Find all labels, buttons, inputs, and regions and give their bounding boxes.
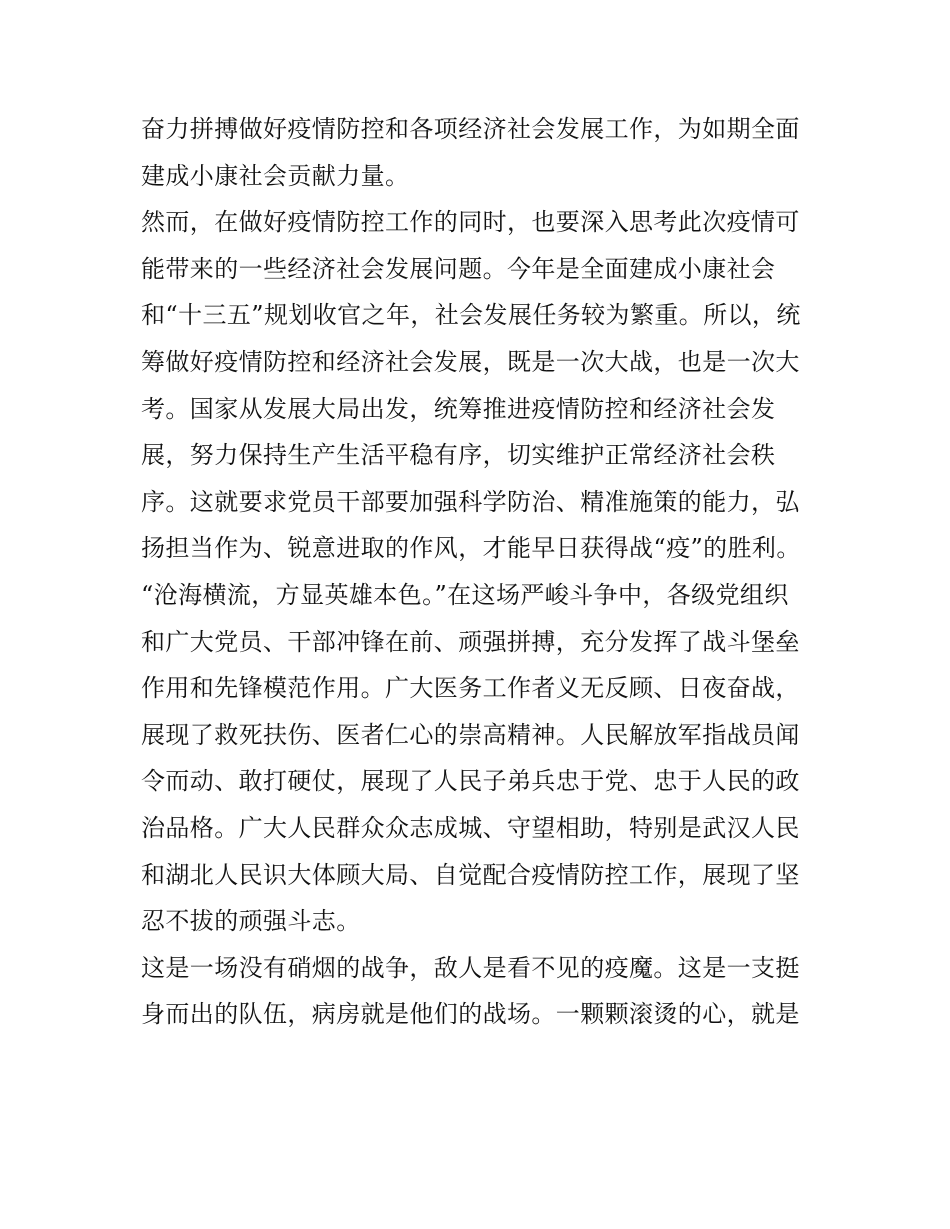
document-body (141, 106, 821, 1038)
text-line: 和“十三五”规划收官之年，社会发展任务较为繁重。所以，统 (141, 301, 801, 330)
text-line: 扬担当作为、锐意进取的作风，才能早日获得战“疫”的胜利。 (141, 534, 801, 563)
text-line: 忍不拔的顽强斗志。 (141, 907, 361, 936)
text-line: 治品格。广大人民群众众志成城、守望相助，特别是武汉人民 (141, 813, 800, 842)
text-line: 这是一场没有硝烟的战争，敌人是看不见的疫魔。这是一支挺 (141, 953, 800, 982)
text-line: 奋力拼搏做好疫情防控和各项经济社会发展工作，为如期全面 (141, 115, 800, 143)
text-line: 和广大党员、干部冲锋在前、顽强拼搏，充分发挥了战斗堡垒 (141, 627, 800, 656)
text-line: 筹做好疫情防控和经济社会发展，既是一次大战，也是一次大 (141, 347, 800, 376)
text-line: 展现了救死扶伤、医者仁心的崇高精神。人民解放军指战员闻 (141, 720, 800, 749)
text-line: 展，努力保持生产生活平稳有序，切实维护正常经济社会秩 (141, 441, 776, 470)
text-line: “沧海横流，方显英雄本色。”在这场严峻斗争中，各级党组织 (141, 580, 789, 609)
text-line: 身而出的队伍，病房就是他们的战场。一颗颗滚烫的心，就是 (141, 1000, 800, 1029)
text-line: 考。国家从发展大局出发，统筹推进疫情防控和经济社会发 (141, 394, 776, 423)
text-line: 然而，在做好疫情防控工作的同时，也要深入思考此次疫情可 (141, 208, 800, 237)
text-line: 作用和先锋模范作用。广大医务工作者义无反顾、日夜奋战， (141, 674, 800, 703)
text-line: 令而动、敢打硬仗，展现了人民子弟兵忠于党、忠于人民的政 (141, 767, 800, 796)
text-line: 和湖北人民识大体顾大局、自觉配合疫情防控工作，展现了坚 (141, 860, 800, 889)
text-line: 能带来的一些经济社会发展问题。今年是全面建成小康社会 (141, 254, 776, 283)
text-line: 序。这就要求党员干部要加强科学防治、精准施策的能力，弘 (141, 487, 800, 516)
text-line: 建成小康社会贡献力量。 (141, 161, 410, 190)
